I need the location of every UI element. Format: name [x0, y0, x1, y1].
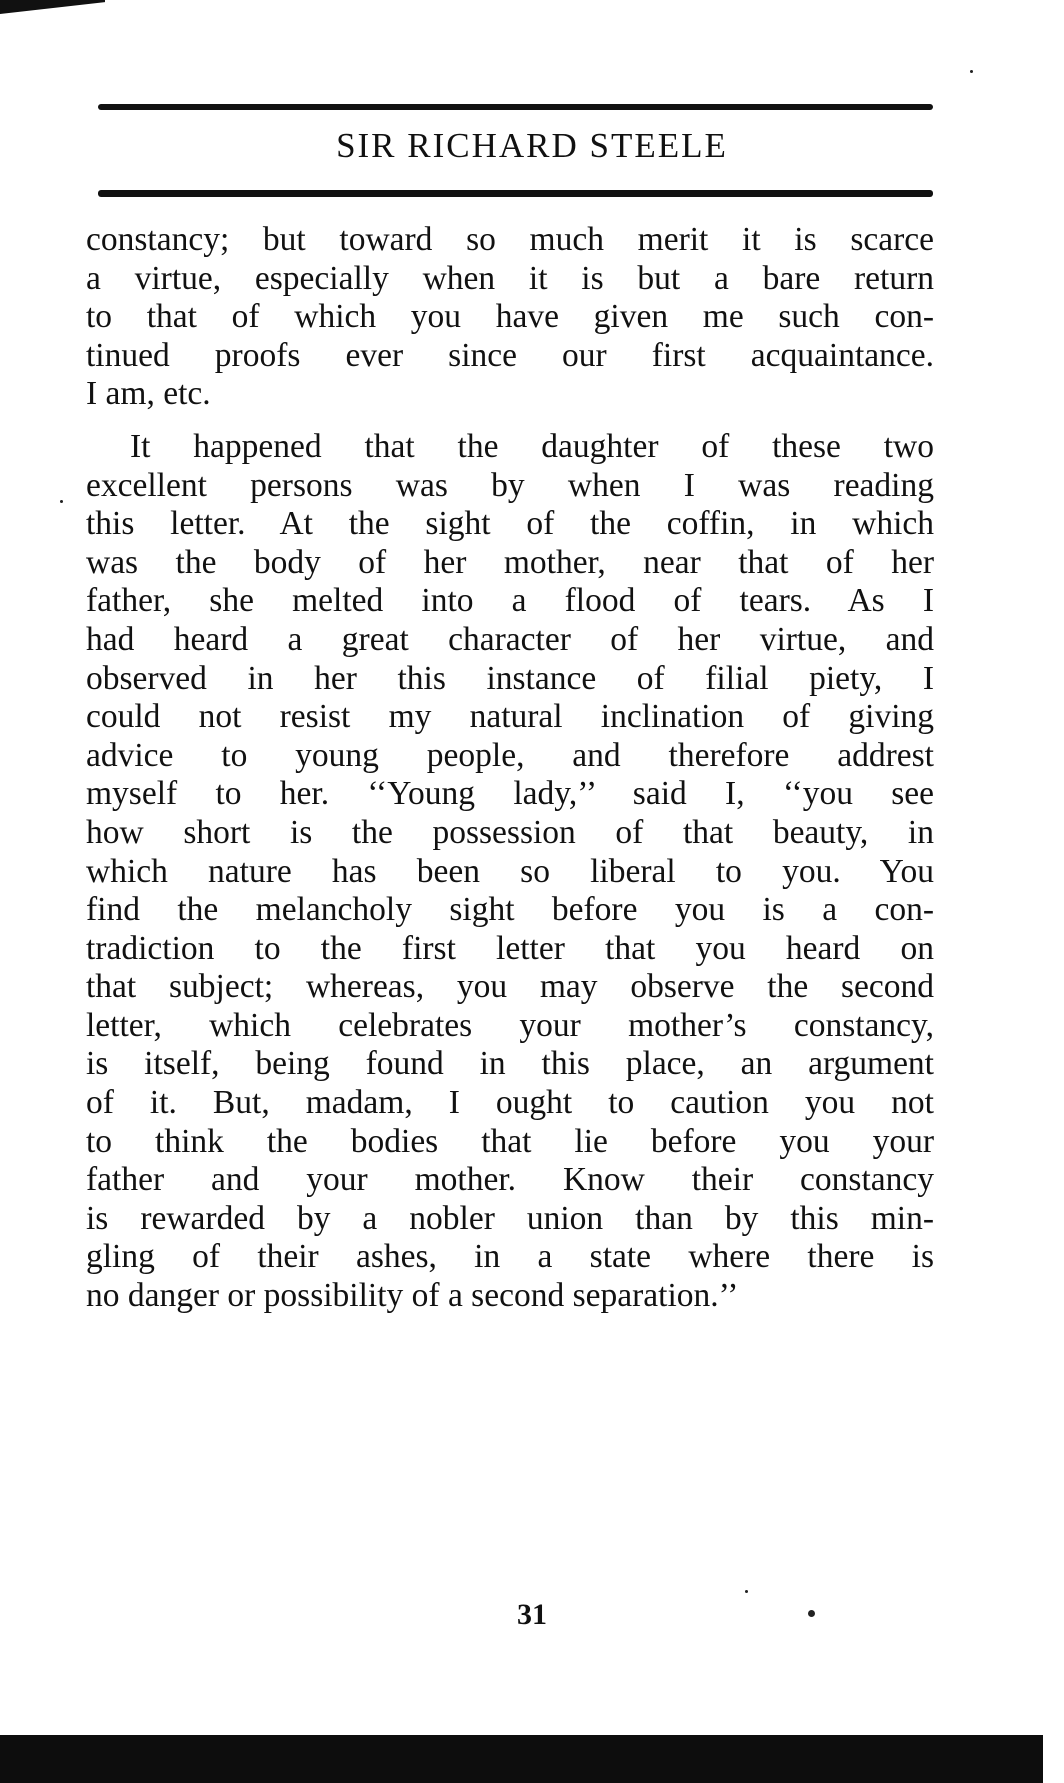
text-line: is rewarded by a nobler union than by this min-	[86, 1199, 934, 1237]
text-line: father, she melted into a flood of tears. As I	[86, 582, 934, 620]
text-line: this letter. At the sight of the coffin, in which	[86, 505, 934, 543]
text-line: to think the bodies that lie before you your	[86, 1122, 934, 1160]
text-line: tinued proofs ever since our first acquaintance.	[86, 336, 934, 374]
text-line: no danger or possibility of a second separation.’’	[86, 1277, 739, 1315]
text-line: It happened that the daughter of these two	[130, 427, 934, 465]
page-body	[86, 221, 934, 1316]
paragraph-gap	[86, 414, 934, 428]
text-line: tradiction to the first letter that you heard on	[86, 929, 934, 967]
text-line: could not resist my natural inclination of giving	[86, 698, 934, 736]
text-line: a virtue, especially when it is but a bare return	[86, 259, 934, 297]
text-line: find the melancholy sight before you is a con-	[86, 891, 934, 929]
text-line: of it. But, madam, I ought to caution you not	[86, 1084, 934, 1122]
text-line: advice to young people, and therefore addrest	[86, 736, 934, 774]
text-line: to that of which you have given me such con-	[86, 298, 934, 336]
header-rule-top	[98, 104, 933, 110]
text-line: myself to her. ‘‘Young lady,’’ said I, ‘‘you see	[86, 775, 934, 813]
ink-speck	[745, 1590, 748, 1593]
running-head: SIR RICHARD STEELE	[336, 126, 728, 165]
ink-speck	[60, 500, 63, 503]
text-line: is itself, being found in this place, an argument	[86, 1045, 934, 1083]
text-line: father and your mother. Know their constancy	[86, 1161, 934, 1199]
header-rule-bottom	[98, 190, 933, 197]
text-line: gling of their ashes, in a state where there is	[86, 1238, 934, 1276]
text-line: was the body of her mother, near that of her	[86, 543, 934, 581]
text-line: had heard a great character of her virtue, and	[86, 620, 934, 658]
text-line: excellent persons was by when I was reading	[86, 466, 934, 504]
paragraph	[86, 428, 934, 1316]
scan-corner-mark	[0, 0, 105, 14]
text-line: that subject; whereas, you may observe the second	[86, 968, 934, 1006]
paragraph	[86, 221, 934, 414]
text-line: letter, which celebrates your mother’s constancy,	[86, 1006, 934, 1044]
text-line: constancy; but toward so much merit it is scarce	[86, 221, 934, 258]
text-line: I am, etc.	[86, 375, 211, 413]
text-line: observed in her this instance of filial piety, I	[86, 659, 934, 697]
ink-speck	[970, 70, 973, 73]
ink-speck	[808, 1610, 815, 1617]
page-number: 31	[517, 1598, 547, 1631]
scan-bottom-edge	[0, 1735, 1043, 1783]
text-line: how short is the possession of that beauty, in	[86, 813, 934, 851]
text-line: which nature has been so liberal to you. You	[86, 852, 934, 890]
